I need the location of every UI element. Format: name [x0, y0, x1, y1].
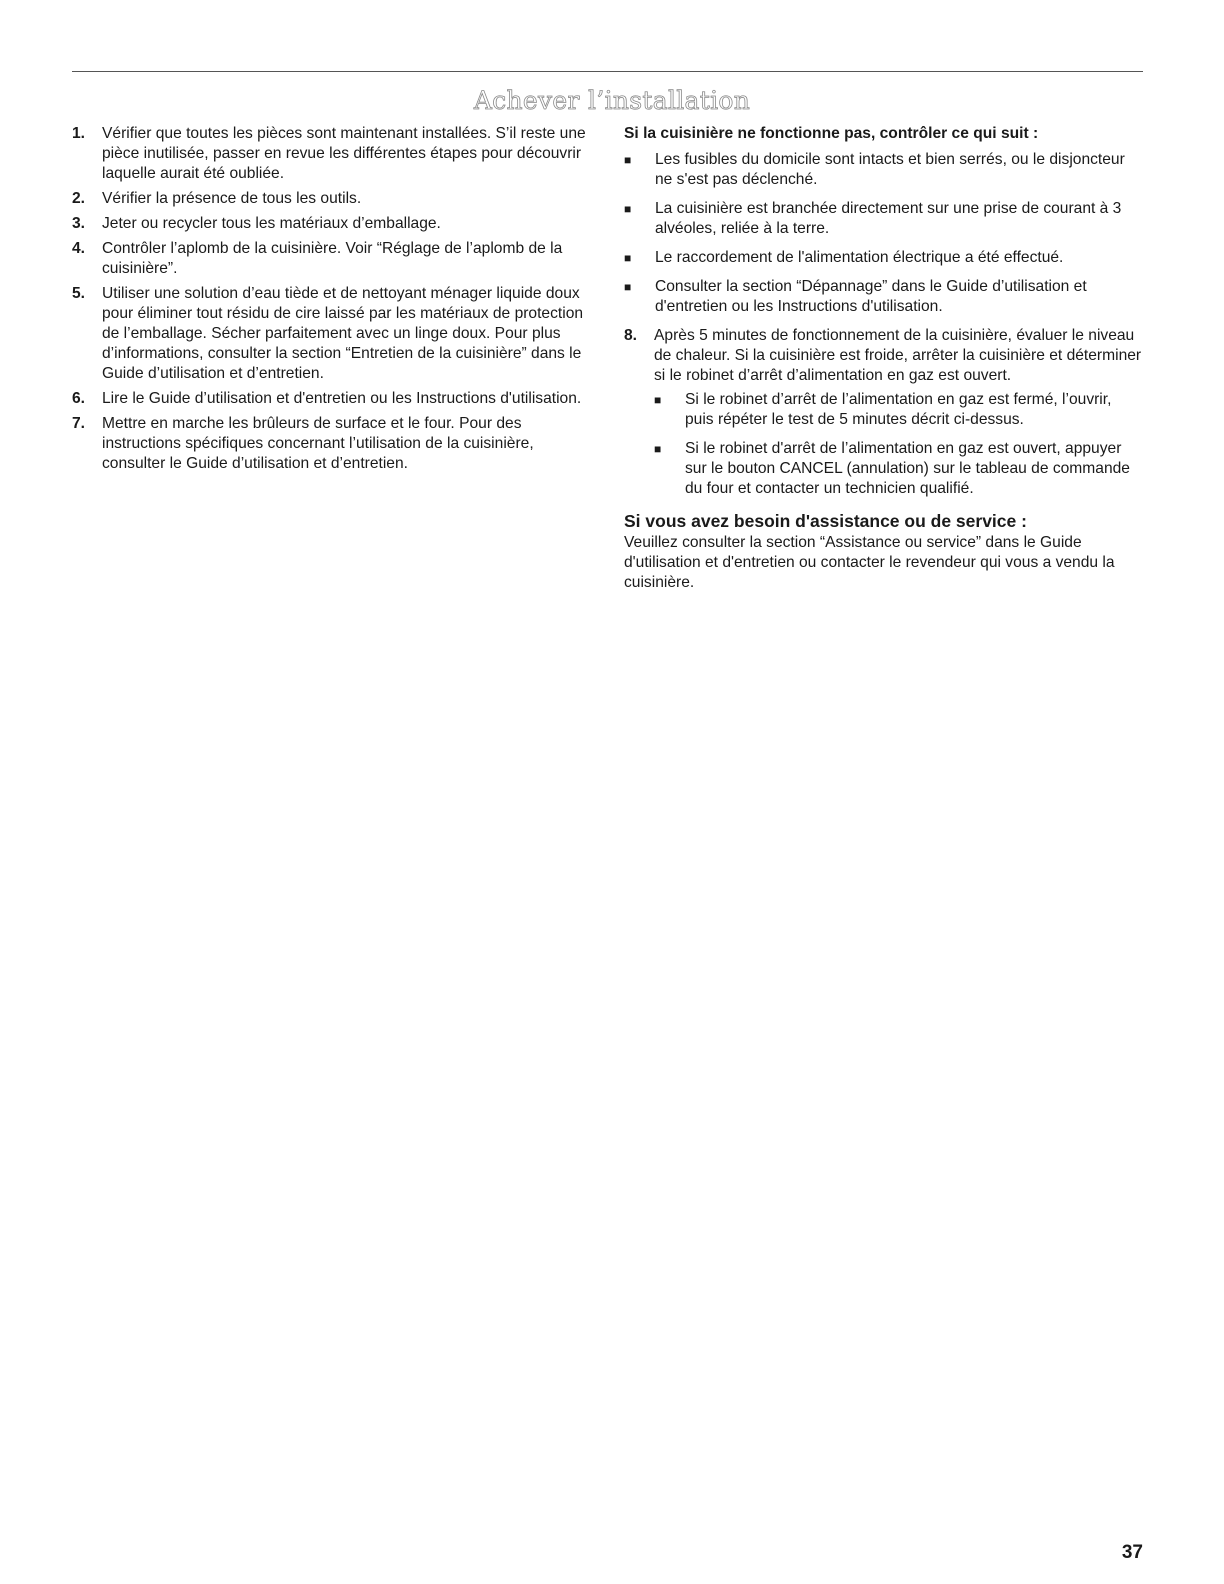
- step-3: [72, 214, 592, 234]
- step-text: Vérifier la présence de tous les outils.: [102, 190, 362, 207]
- check-bullet: [624, 199, 1144, 239]
- check-bullet: [624, 248, 1144, 268]
- step-8: [624, 326, 1144, 386]
- step-8-sub-bullets: [654, 390, 1144, 499]
- step-number: 7.: [72, 415, 86, 432]
- right-column: [624, 124, 1144, 593]
- step-text: Après 5 minutes de fonctionnement de la cuisinière, évaluer le niveau de chaleur. Si la cuisinière est froide, arrêter la cuisinière et déterminer si le robinet d’arrêt d’alimentation en gaz est ouvert.: [654, 327, 1142, 384]
- step-number: 3.: [72, 215, 86, 232]
- step-1: [72, 124, 592, 184]
- step-2: [72, 189, 592, 209]
- left-column: [72, 124, 592, 479]
- page-number: 37: [1121, 1542, 1143, 1563]
- step-number: 5.: [72, 285, 86, 302]
- troubleshoot-heading: Si la cuisinière ne fonctionne pas, contrôler ce qui suit :: [624, 125, 1039, 142]
- step-7: [72, 414, 592, 474]
- page-title: Achever l’installation: [473, 86, 751, 115]
- sub-bullet: [654, 390, 1144, 430]
- check-bullet: [624, 150, 1144, 190]
- check-bullet: [624, 277, 1144, 317]
- bullet-text: Consulter la section “Dépannage” dans le Guide d’utilisation et d'entretien ou les Instructions d'utilisation.: [655, 278, 1087, 315]
- assistance-heading: Si vous avez besoin d'assistance ou de service :: [624, 511, 1027, 531]
- square-bullet-icon: ■: [654, 393, 662, 407]
- bullet-text: La cuisinière est branchée directement sur une prise de courant à 3 alvéoles, reliée à la terre.: [655, 200, 1122, 237]
- square-bullet-icon: ■: [654, 442, 662, 456]
- assistance-text: Veuillez consulter la section “Assistance ou service” dans le Guide d'utilisation et d'entretien ou contacter le revendeur qui vous a vendu la cuisinière.: [624, 534, 1115, 591]
- bullet-text: Les fusibles du domicile sont intacts et bien serrés, ou le disjoncteur ne s'est pas déclenché.: [655, 151, 1125, 188]
- step-number: 4.: [72, 240, 86, 257]
- step-number: 6.: [72, 390, 86, 407]
- bullet-text: Le raccordement de l'alimentation électrique a été effectué.: [655, 249, 1064, 266]
- step-text: Lire le Guide d’utilisation et d'entretien ou les Instructions d'utilisation.: [102, 390, 582, 407]
- step-text: Contrôler l’aplomb de la cuisinière. Voir “Réglage de l’aplomb de la cuisinière”.: [102, 240, 563, 277]
- step-text: Utiliser une solution d’eau tiède et de nettoyant ménager liquide doux pour éliminer tout résidu de cire laissé par les matériaux de protection de l’emballage. Sécher parfaitement avec un linge doux. Pour plus d’informations, consulter la section “Entretien de la cuisinière” dans le Guide d’utilisation et d’entretien.: [102, 285, 584, 382]
- step-number: 8.: [624, 327, 638, 344]
- square-bullet-icon: ■: [624, 251, 632, 265]
- sub-bullet: [654, 439, 1144, 499]
- step-text: Jeter ou recycler tous les matériaux d’emballage.: [102, 215, 441, 232]
- square-bullet-icon: ■: [624, 280, 632, 294]
- top-rule: [72, 71, 1143, 72]
- step-text: Mettre en marche les brûleurs de surface et le four. Pour des instructions spécifiques concernant l’utilisation de la cuisinière, consulter le Guide d’utilisation et d’entretien.: [102, 415, 534, 472]
- bullet-text: Si le robinet d'arrêt de l’alimentation en gaz est ouvert, appuyer sur le bouton CANCEL (annulation) sur le tableau de commande du four et contacter un technicien qualifié.: [685, 440, 1130, 497]
- square-bullet-icon: ■: [624, 202, 632, 216]
- step-6: [72, 389, 592, 409]
- step-number: 1.: [72, 125, 86, 142]
- square-bullet-icon: ■: [624, 153, 632, 167]
- step-4: [72, 239, 592, 279]
- bullet-text: Si le robinet d’arrêt de l’alimentation en gaz est fermé, l’ouvrir, puis répéter le test de 5 minutes décrit ci-dessus.: [685, 391, 1112, 428]
- step-5: [72, 284, 592, 384]
- step-number: 2.: [72, 190, 86, 207]
- step-text: Vérifier que toutes les pièces sont maintenant installées. S’il reste une pièce inutilisée, passer en revue les différentes étapes pour découvrir laquelle aurait été oubliée.: [102, 125, 586, 182]
